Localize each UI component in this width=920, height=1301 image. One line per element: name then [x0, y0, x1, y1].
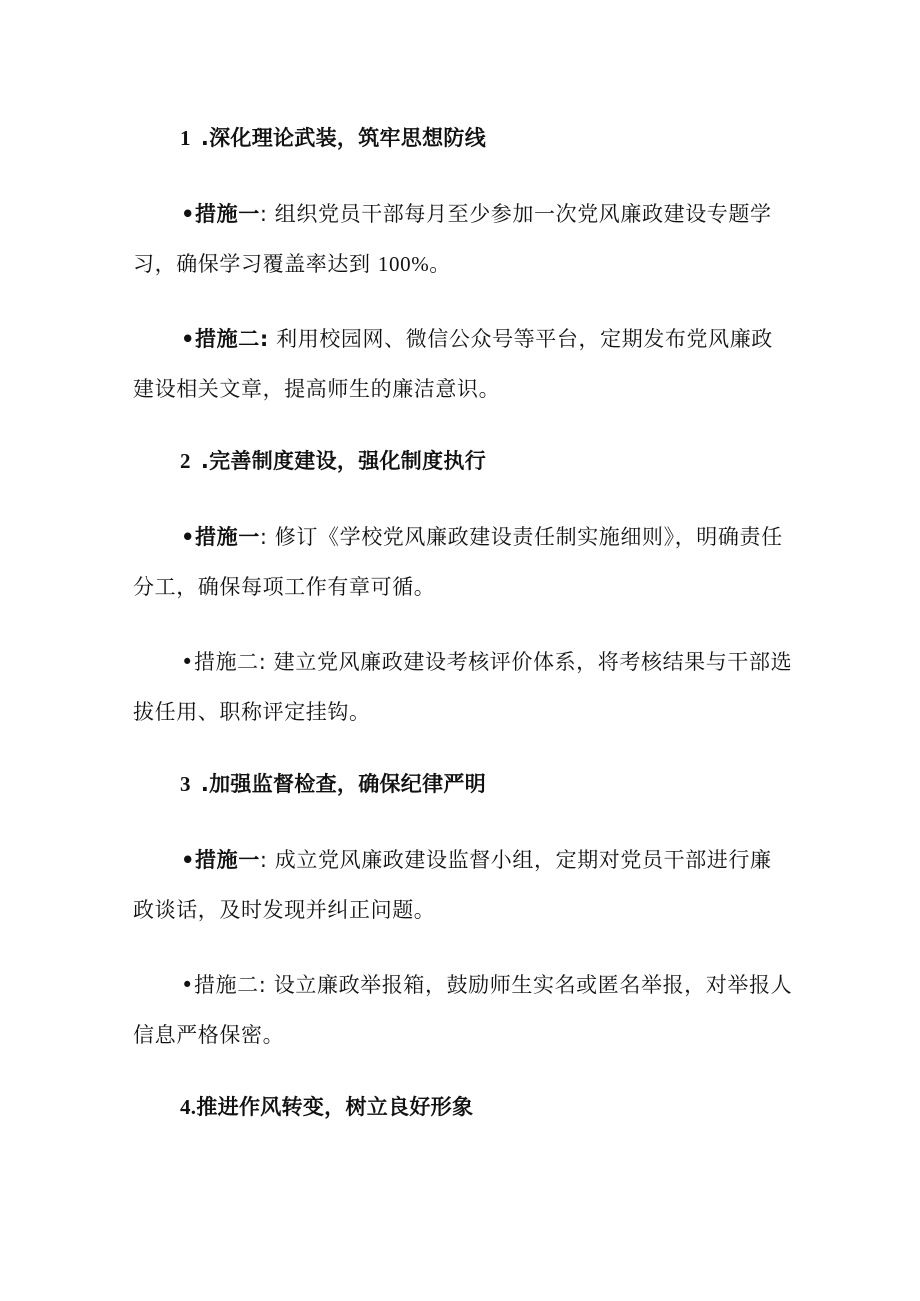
- section-4-title: 推进作风转变，树立良好形象: [196, 1095, 474, 1119]
- section-2-measure-1: [133, 512, 793, 612]
- measure-text-end: 。: [429, 252, 451, 276]
- measure-label: •措施一: [181, 202, 260, 226]
- measure-label: •措施二: [181, 973, 259, 997]
- measure-label: •措施二:: [181, 327, 269, 351]
- measure-text: 成立党风廉政建设监督小组，定期对党员干部进行廉政谈话，及时发现并纠正问题。: [133, 848, 772, 922]
- section-2-number: 2: [180, 449, 191, 473]
- section-2-measure-2: [133, 637, 793, 737]
- measure-separator: :: [258, 650, 267, 674]
- measure-text: 组织党员干部每月至少参加一次党风廉政建设专题学习，确保学习覆盖率达到: [133, 202, 772, 276]
- section-3-title: .加强监督检查，确保纪律严明: [200, 772, 486, 796]
- section-3-measure-1: [133, 835, 793, 935]
- section-4-heading: [180, 1092, 473, 1122]
- measure-text: 建立党风廉政建设考核评价体系，将考核结果与干部选拔任用、职称评定挂钩。: [133, 650, 793, 724]
- measure-label: •措施一: [181, 525, 260, 549]
- section-1-number: 1: [180, 126, 191, 150]
- section-3-heading: [180, 769, 486, 799]
- section-1-measure-1: [133, 189, 793, 289]
- section-2-title: .完善制度建设，强化制度执行: [200, 449, 486, 473]
- section-4-number: 4.: [180, 1095, 197, 1119]
- section-2-heading: [180, 446, 486, 476]
- measure-separator: :: [259, 202, 268, 226]
- measure-separator: :: [259, 848, 268, 872]
- measure-text: 修订《学校党风廉政建设责任制实施细则》，明确责任分工，确保每项工作有章可循。: [133, 525, 783, 599]
- measure-separator: :: [258, 973, 267, 997]
- measure-text: 利用校园网、微信公众号等平台，定期发布党风廉政建设相关文章，提高师生的廉洁意识。: [133, 327, 773, 401]
- section-1-heading: [180, 123, 486, 153]
- measure-label: •措施二: [181, 650, 259, 674]
- section-3-number: 3: [180, 772, 191, 796]
- measure-text: 设立廉政举报箱，鼓励师生实名或匿名举报，对举报人信息严格保密。: [133, 973, 793, 1047]
- measure-label: •措施一: [181, 848, 260, 872]
- measure-separator: :: [259, 525, 268, 549]
- section-3-measure-2: [133, 960, 793, 1060]
- section-1-measure-2: [133, 314, 793, 414]
- section-1-title: .深化理论武装，筑牢思想防线: [200, 126, 486, 150]
- measure-percentage: 100%: [377, 252, 430, 276]
